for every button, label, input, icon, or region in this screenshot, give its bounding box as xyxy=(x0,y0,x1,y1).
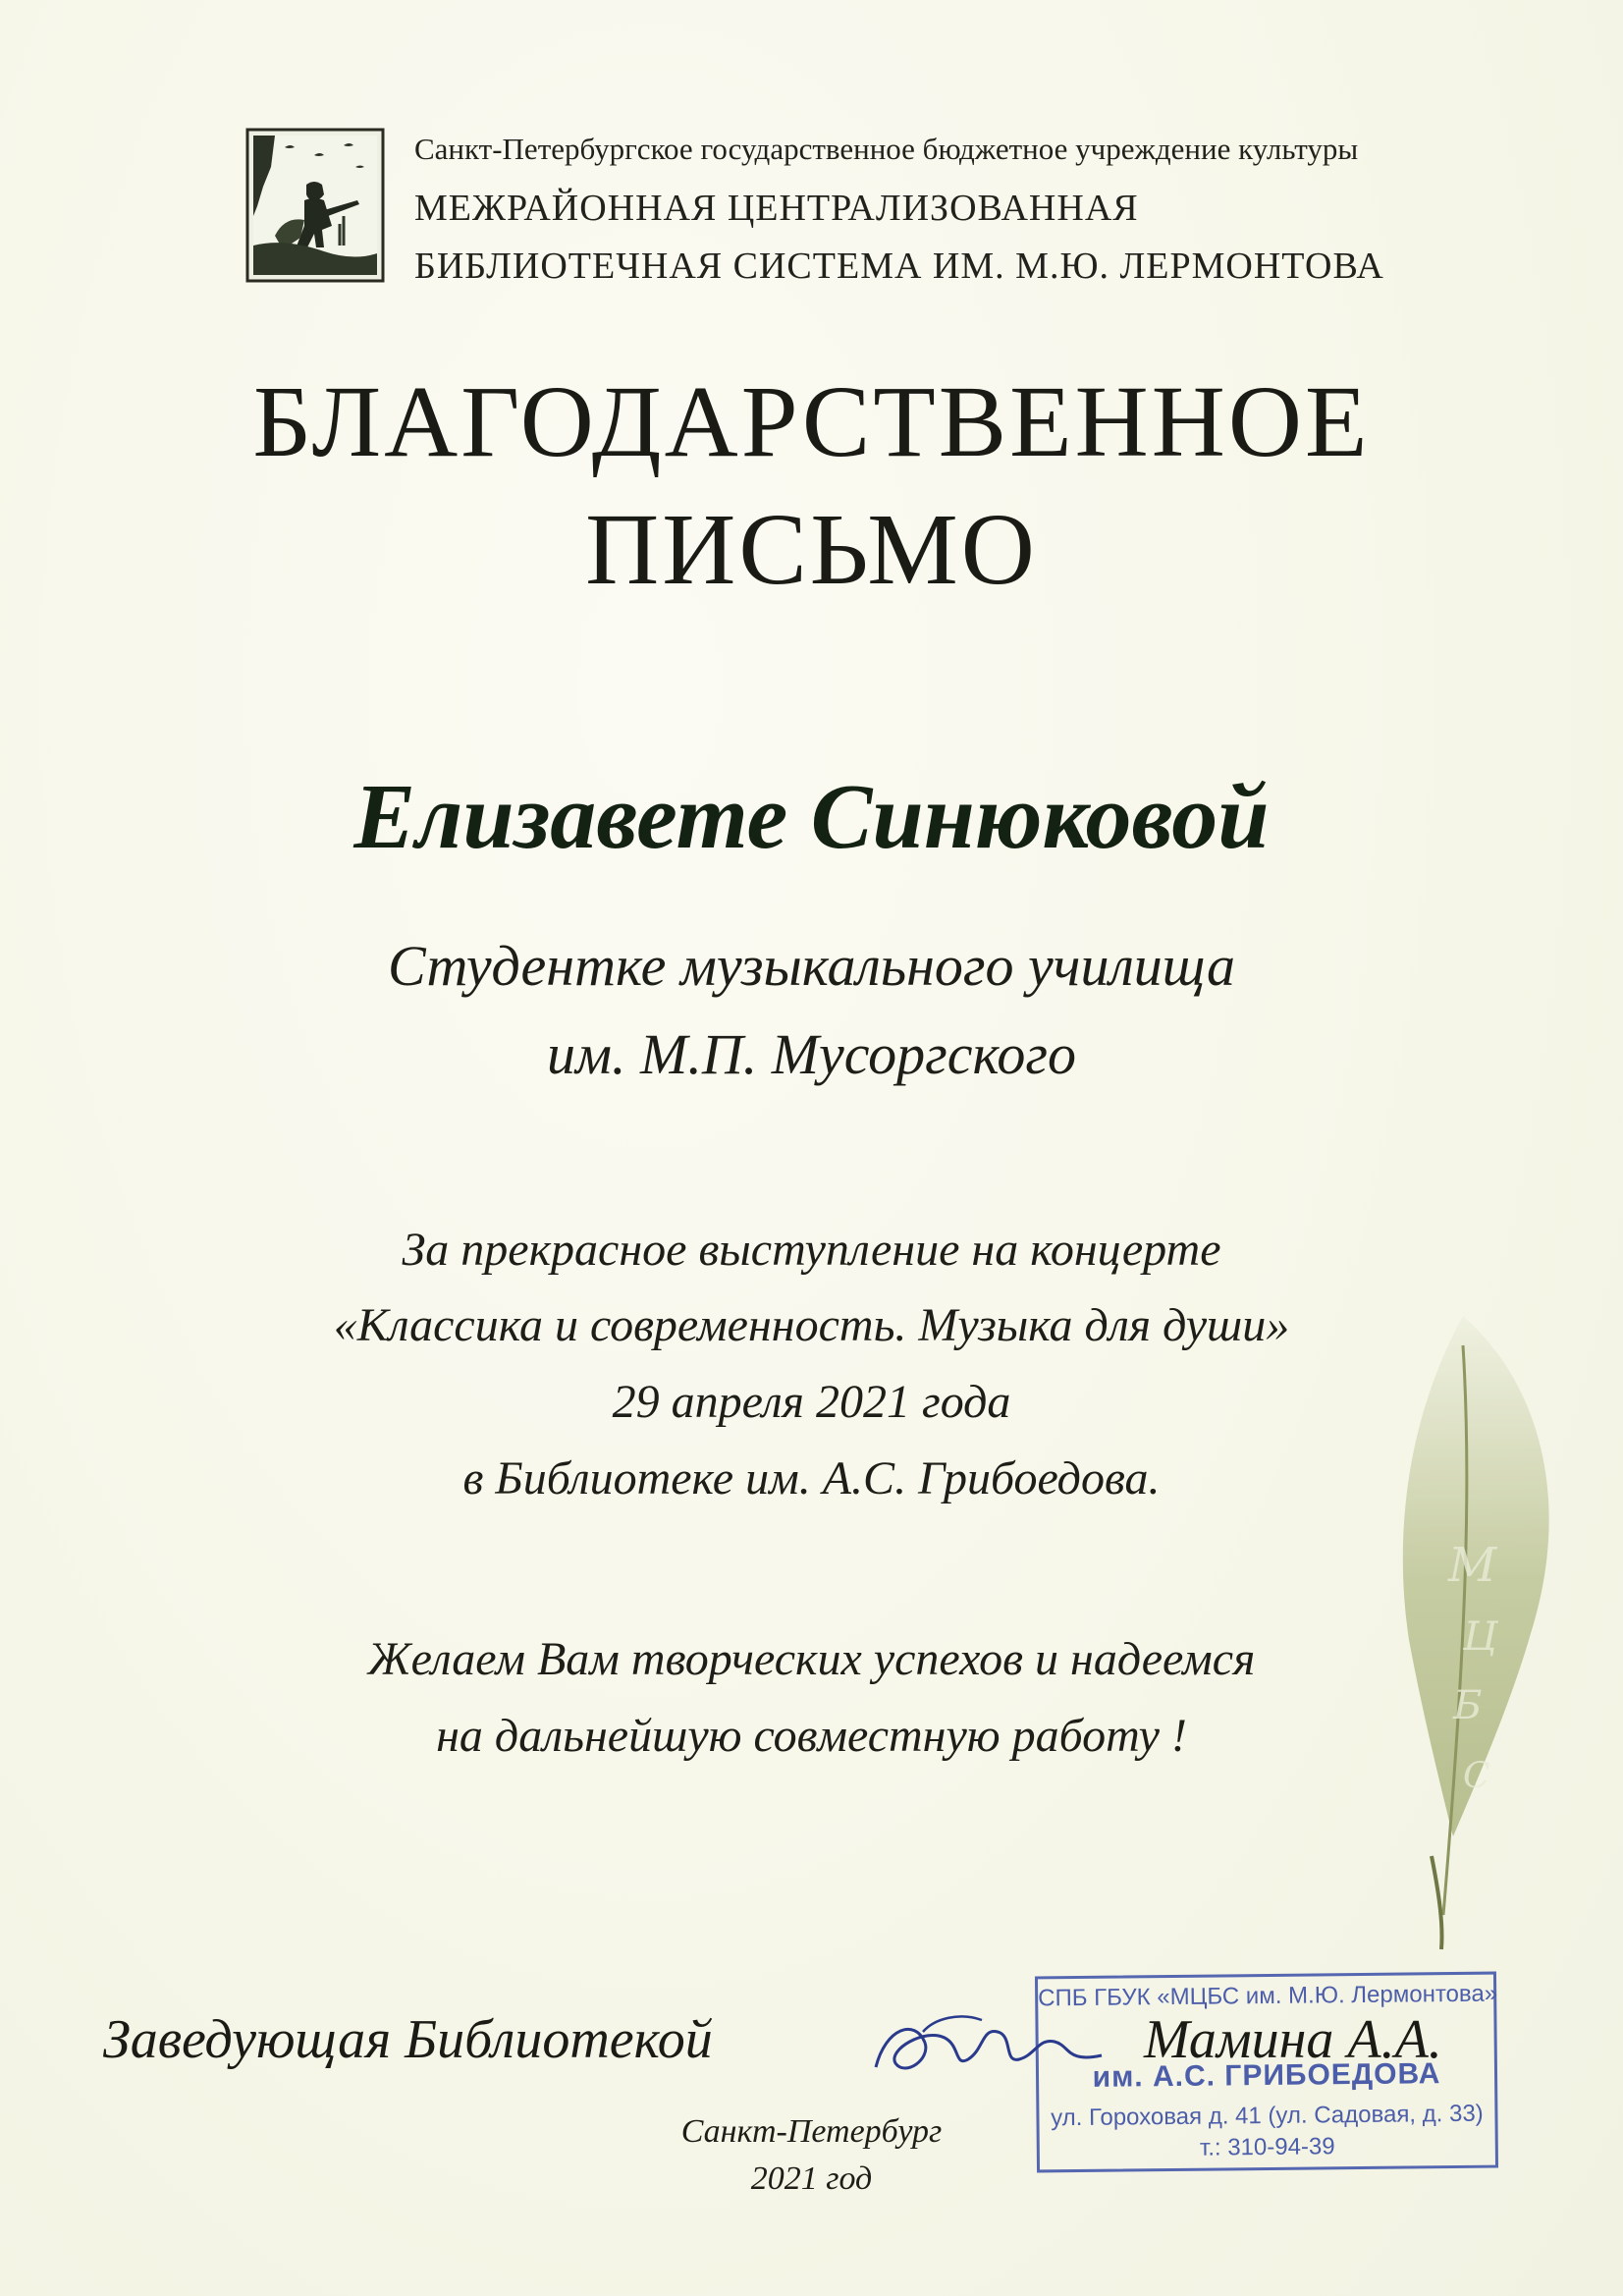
wish-line-1: Желаем Вам творческих успехов и надеемся xyxy=(367,1633,1256,1685)
reason-line-3: 29 апреля 2021 года xyxy=(612,1376,1011,1428)
document-title-line-1: БЛАГОДАРСТВЕННОЕ xyxy=(252,365,1371,478)
stamp-line-4: т.: 310-94-39 xyxy=(1199,2133,1335,2161)
lermontov-silhouette-logo xyxy=(245,128,385,283)
wish-line-2: на дальнейшую совместную работу ! xyxy=(436,1710,1187,1762)
document-title-line-2: ПИСЬМО xyxy=(585,493,1038,606)
handwritten-signature xyxy=(866,1998,1111,2097)
signer-position: Заведующая Библиотекой xyxy=(103,2009,713,2070)
reason-line-1: За прекрасное выступление на концерте xyxy=(402,1224,1221,1276)
reason-line-4: в Библиотеке им. А.С. Грибоедова. xyxy=(462,1452,1161,1504)
recipient-role-line-1: Студентке музыкального училища xyxy=(387,934,1235,998)
org-name-line-2: БИБЛИОТЕЧНАЯ СИСТЕМА ИМ. М.Ю. ЛЕРМОНТОВА xyxy=(414,246,1384,287)
org-name-line-1: МЕЖРАЙОННАЯ ЦЕНТРАЛИЗОВАННАЯ xyxy=(414,188,1139,229)
recipient-role-line-2: им. М.П. Мусоргского xyxy=(547,1022,1076,1086)
issue-city: Санкт-Петербург xyxy=(680,2113,943,2150)
stamp-line-3: ул. Гороховая д. 41 (ул. Садовая, д. 33) xyxy=(1051,2100,1484,2132)
org-subtitle: Санкт-Петербургское государственное бюджетное учреждение культуры xyxy=(414,132,1359,166)
issue-year: 2021 год xyxy=(750,2160,873,2197)
svg-text:М: М xyxy=(1448,1538,1497,1593)
svg-text:Б: Б xyxy=(1453,1683,1483,1728)
stamp-line-2: им. А.С. ГРИБОЕДОВА xyxy=(1092,2057,1441,2094)
reason-line-2: «Классика и современность. Музыка для души» xyxy=(333,1299,1290,1351)
signer-name: Мамина А.А. xyxy=(1144,2009,1442,2070)
stamp-line-1: СПБ ГБУК «МЦБС им. М.Ю. Лермонтова» xyxy=(1038,1980,1498,2012)
svg-text:С: С xyxy=(1463,1756,1490,1796)
recipient-name: Елизавете Синюковой xyxy=(353,766,1270,868)
svg-text:Ц: Ц xyxy=(1463,1614,1497,1660)
